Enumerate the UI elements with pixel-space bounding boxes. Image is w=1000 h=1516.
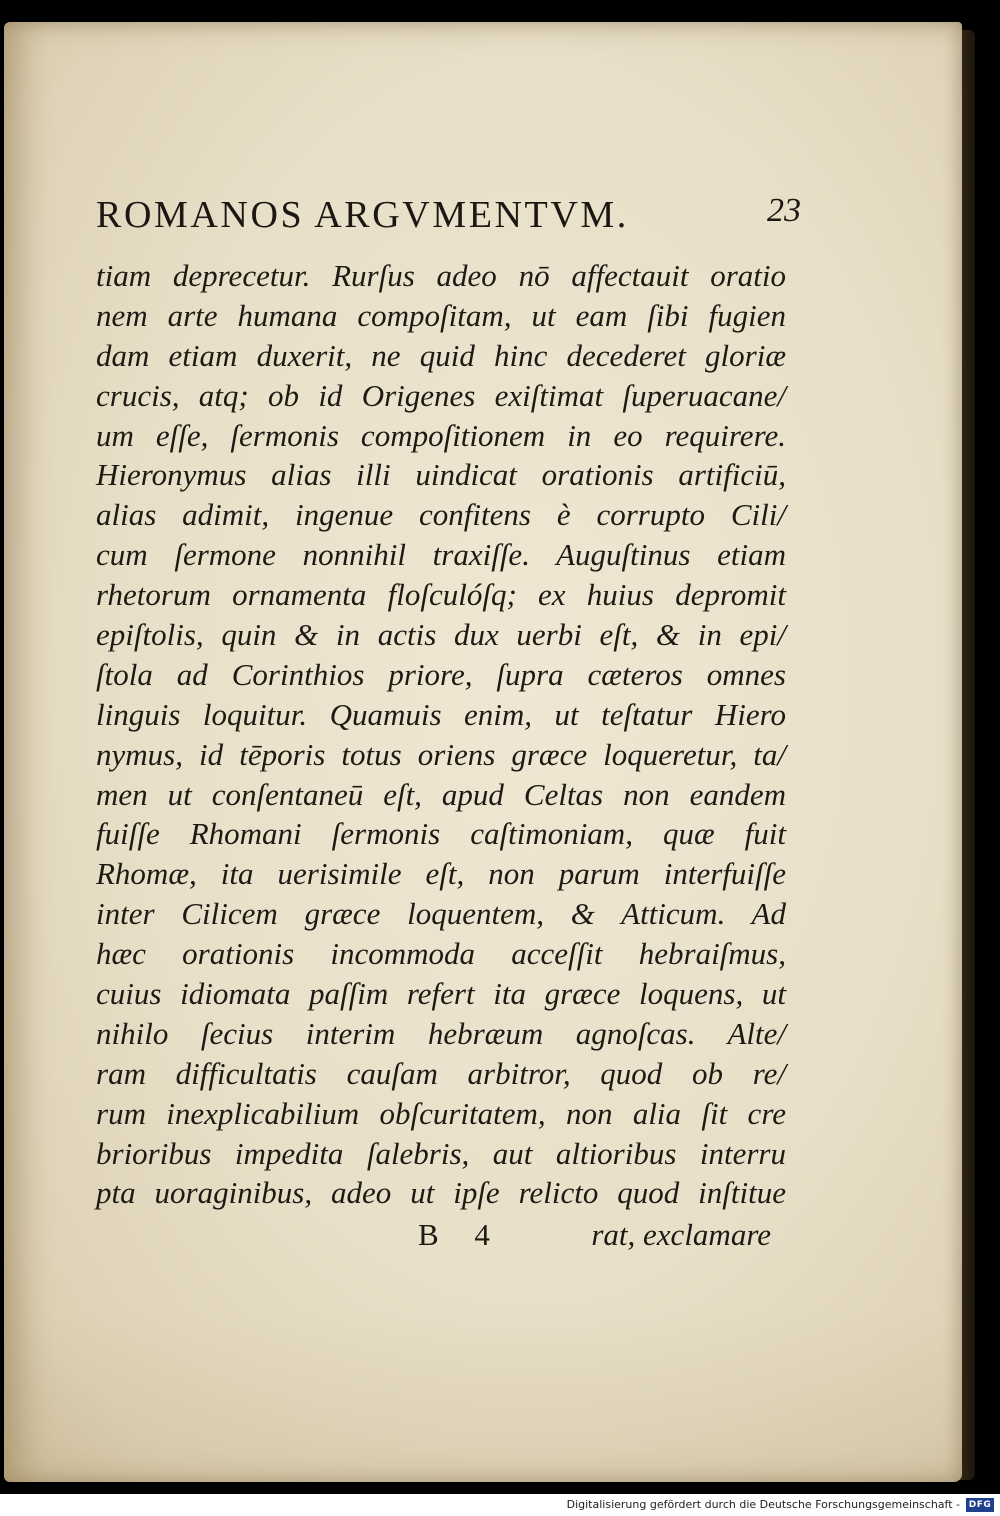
text-line: epiſtolis, quin & in actis dux uerbi eſt, & in epi/ — [96, 617, 786, 653]
catchword: rat, exclamare — [591, 1217, 771, 1252]
dfg-logo-icon: DFG — [966, 1498, 994, 1512]
text-line: hæc orationis incommoda acceſſit hebraiſmus, — [96, 936, 786, 972]
text-line: alias adimit, ingenue confitens è corrupto Cili/ — [96, 497, 786, 533]
text-line: Rhomæ, ita uerisimile eſt, non parum interfuiſſe — [96, 856, 786, 892]
footer-credit: Digitalisierung gefördert durch die Deutsche Forschungsgemeinschaft - — [566, 1498, 960, 1511]
text-line: cum ſermone nonnihil traxiſſe. Auguſtinus etiam — [96, 537, 786, 573]
text-line: crucis, atq; ob id Origenes exiſtimat ſuperuacane/ — [96, 377, 786, 413]
text-line: Hieronymus alias illi uindicat orationis artificiū, — [96, 457, 786, 493]
footer-bar — [0, 1494, 1000, 1516]
running-head — [96, 192, 801, 238]
text-line: brioribus impedita ſalebris, aut altioribus interru — [96, 1135, 786, 1171]
text-line: ſtola ad Corinthios priore, ſupra cæteros omnes — [96, 656, 786, 692]
text-line: nem arte humana compoſitam, ut eam ſibi fugien — [96, 297, 786, 333]
signature-mark: B 4 — [418, 1217, 504, 1252]
text-line: pta uoraginibus, adeo ut ipſe relicto quod inſtitue — [96, 1175, 786, 1211]
text-line: dam etiam duxerit, ne quid hinc decederet gloriæ — [96, 337, 786, 373]
running-title: ROMANOS ARGVMENTVM. — [96, 194, 629, 236]
text-line: rhetorum ornamenta floſculóſq; ex huius depromit — [96, 577, 786, 613]
text-line: nymus, id tēporis totus oriens græce loqueretur, ta/ — [96, 736, 786, 772]
book-page — [4, 22, 962, 1482]
text-line: rum inexplicabilium obſcuritatem, non alia ſit cre — [96, 1095, 786, 1131]
text-line: nihilo ſecius interim hebræum agnoſcas. Alte/ — [96, 1015, 786, 1051]
signature-line — [96, 1215, 771, 1255]
text-line: ram difficultatis cauſam arbitror, quod ob re/ — [96, 1055, 786, 1091]
text-line: tiam deprecetur. Rurſus adeo nō affectauit oratio — [96, 258, 786, 293]
body-text — [96, 256, 786, 1213]
text-line: men ut conſentaneū eſt, apud Celtas non eandem — [96, 776, 786, 812]
text-line: inter Cilicem græce loquentem, & Atticum. Ad — [96, 896, 786, 932]
text-line: um eſſe, ſermonis compoſitionem in eo requirere. — [96, 417, 786, 453]
text-line: linguis loquitur. Quamuis enim, ut teſtatur Hiero — [96, 696, 786, 732]
page-number: 23 — [767, 192, 801, 229]
text-line: fuiſſe Rhomani ſermonis caſtimoniam, quæ fuit — [96, 816, 786, 852]
text-line: cuius idiomata paſſim refert ita græce loquens, ut — [96, 976, 786, 1012]
